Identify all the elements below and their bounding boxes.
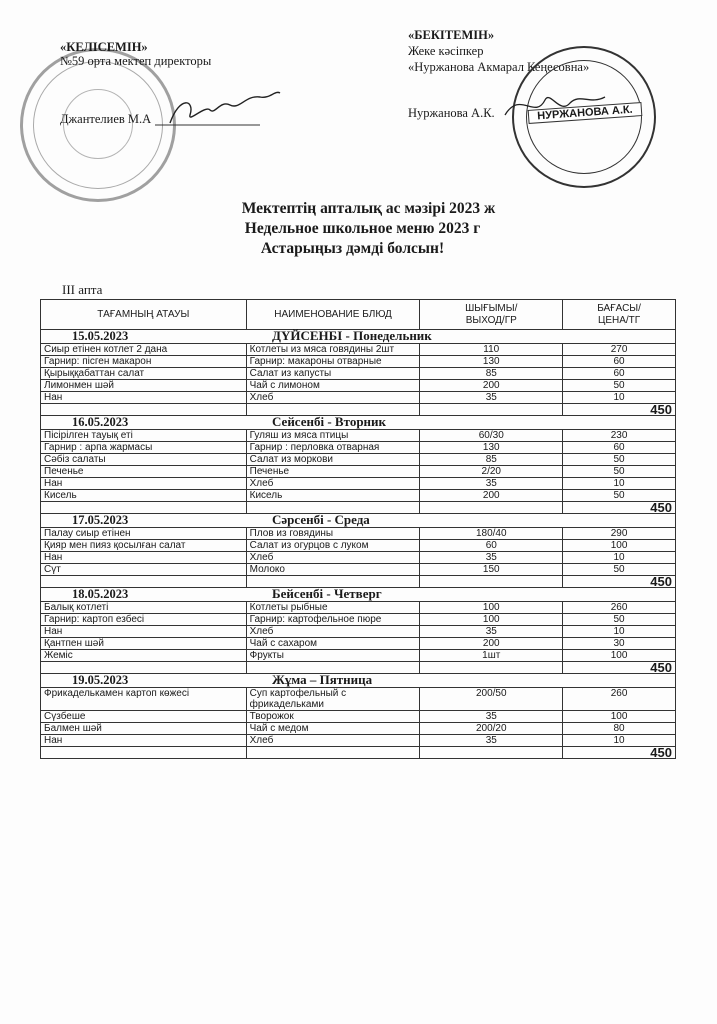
dish-price: 60 [563, 368, 676, 380]
approval-right-company: «Нуржанова Акмарал Кеңесовна» [408, 60, 590, 74]
dish-name-kz: Сәбіз салаты [41, 454, 247, 466]
table-row [41, 735, 676, 747]
day-date: 18.05.2023 [72, 587, 129, 601]
dish-name-ru: Гарнир : перловка отварная [246, 442, 420, 454]
table-row [41, 711, 676, 723]
dish-name-kz: Нан [41, 478, 247, 490]
dish-name-ru: Печенье [246, 466, 420, 478]
dish-weight: 200 [420, 638, 563, 650]
dish-name-ru: Котлеты из мяса говядины 2шт [246, 344, 420, 356]
header-dish-kz: ТАҒАМНЫҢ АТАУЫ [41, 300, 247, 330]
empty-cell [420, 404, 563, 416]
day-name: Сейсенбі - Вторник [272, 414, 387, 429]
dish-name-kz: Гарнир: пісген макарон [41, 356, 247, 368]
approval-right-position: Жеке кәсіпкер [408, 44, 484, 58]
day-header [41, 416, 676, 430]
dish-price: 30 [563, 638, 676, 650]
dish-name-kz: Қияр мен пияз қосылған салат [41, 540, 247, 552]
approval-left-name: Джантелиев М.А [60, 112, 152, 126]
dish-weight: 100 [420, 614, 563, 626]
day-date: 15.05.2023 [72, 329, 129, 343]
dish-name-ru: Гуляш из мяса птицы [246, 430, 420, 442]
table-row [41, 650, 676, 662]
dish-name-ru: Чай с лимоном [246, 380, 420, 392]
table-row [41, 564, 676, 576]
dish-name-ru: Хлеб [246, 392, 420, 404]
dish-weight: 35 [420, 552, 563, 564]
dish-name-ru: Хлеб [246, 478, 420, 490]
dish-name-ru: Гарнир: макароны отварные [246, 356, 420, 368]
dish-name-ru: Творожок [246, 711, 420, 723]
dish-price: 60 [563, 356, 676, 368]
dish-price: 260 [563, 602, 676, 614]
dish-name-kz: Пісірілген тауық еті [41, 430, 247, 442]
dish-price: 100 [563, 540, 676, 552]
dish-name-ru: Салат из огурцов с луком [246, 540, 420, 552]
day-header-row [41, 416, 676, 430]
dish-weight: 1шт [420, 650, 563, 662]
day-header [41, 330, 676, 344]
day-total: 450 [563, 747, 676, 759]
table-row [41, 442, 676, 454]
day-header [41, 674, 676, 688]
dish-name-kz: Қырыққабаттан салат [41, 368, 247, 380]
dish-name-kz: Балмен шәй [41, 723, 247, 735]
dish-name-ru: Гарнир: картофельное пюре [246, 614, 420, 626]
dish-weight: 35 [420, 711, 563, 723]
day-header-row [41, 330, 676, 344]
dish-price: 50 [563, 466, 676, 478]
dish-weight: 35 [420, 478, 563, 490]
approval-right-name: Нуржанова А.К. [408, 106, 495, 120]
header-price: БАҒАСЫ/ ЦЕНА/ТГ [563, 300, 676, 330]
dish-weight: 60 [420, 540, 563, 552]
table-row [41, 614, 676, 626]
header-dish-ru: НАИМЕНОВАНИЕ БЛЮД [246, 300, 420, 330]
dish-price: 50 [563, 380, 676, 392]
day-total: 450 [563, 576, 676, 588]
day-header [41, 588, 676, 602]
dish-name-kz: Сүзбеше [41, 711, 247, 723]
dish-price: 50 [563, 564, 676, 576]
dish-name-ru: Хлеб [246, 552, 420, 564]
dish-price: 60 [563, 442, 676, 454]
dish-price: 50 [563, 490, 676, 502]
table-header-row [41, 300, 676, 330]
dish-name-ru: Котлеты рыбные [246, 602, 420, 614]
empty-cell [41, 404, 247, 416]
dish-name-ru: Салат из моркови [246, 454, 420, 466]
total-row [41, 747, 676, 759]
dish-name-kz: Нан [41, 626, 247, 638]
empty-cell [41, 662, 247, 674]
approval-left-position: №59 орта мектеп директоры [60, 54, 212, 68]
day-header-row [41, 674, 676, 688]
dish-name-ru: Молоко [246, 564, 420, 576]
day-name: ДҮЙСЕНБІ - Понедельник [272, 328, 432, 343]
week-label: III апта [62, 282, 103, 297]
dish-price: 260 [563, 688, 676, 711]
table-row [41, 466, 676, 478]
dish-name-kz: Сүт [41, 564, 247, 576]
empty-cell [420, 662, 563, 674]
table-row [41, 392, 676, 404]
dish-weight: 35 [420, 392, 563, 404]
dish-name-ru: Хлеб [246, 735, 420, 747]
table-row [41, 723, 676, 735]
dish-price: 10 [563, 735, 676, 747]
menu-table [40, 299, 676, 759]
dish-name-ru: Салат из капусты [246, 368, 420, 380]
dish-price: 100 [563, 711, 676, 723]
approval-left-title: «КЕЛІСЕМІН» [60, 40, 148, 54]
table-row [41, 540, 676, 552]
menu-title-ru: Недельное школьное меню 2023 г [244, 220, 481, 237]
dish-price: 100 [563, 650, 676, 662]
dish-name-kz: Қантпен шәй [41, 638, 247, 650]
dish-weight: 200 [420, 490, 563, 502]
empty-cell [41, 747, 247, 759]
table-row [41, 368, 676, 380]
table-row [41, 380, 676, 392]
dish-weight: 2/20 [420, 466, 563, 478]
day-header-row [41, 514, 676, 528]
dish-weight: 85 [420, 368, 563, 380]
empty-cell [41, 502, 247, 514]
approval-right-title: «БЕКІТЕМІН» [408, 28, 495, 42]
dish-weight: 150 [420, 564, 563, 576]
dish-name-kz: Нан [41, 552, 247, 564]
table-row [41, 478, 676, 490]
table-row [41, 602, 676, 614]
day-header-row [41, 588, 676, 602]
dish-name-kz: Кисель [41, 490, 247, 502]
dish-name-ru: Чай с сахаром [246, 638, 420, 650]
day-date: 16.05.2023 [72, 415, 129, 429]
dish-weight: 60/30 [420, 430, 563, 442]
day-total: 450 [563, 662, 676, 674]
dish-price: 290 [563, 528, 676, 540]
day-name: Бейсенбі - Четверг [272, 586, 382, 601]
table-row [41, 626, 676, 638]
dish-name-kz: Лимонмен шәй [41, 380, 247, 392]
dish-name-kz: Фрикаделькамен картоп көжесі [41, 688, 247, 711]
table-row [41, 344, 676, 356]
dish-price: 80 [563, 723, 676, 735]
table-row [41, 688, 676, 711]
dish-weight: 130 [420, 356, 563, 368]
dish-weight: 200/20 [420, 723, 563, 735]
table-row [41, 490, 676, 502]
day-header [41, 514, 676, 528]
dish-weight: 200 [420, 380, 563, 392]
header-weight: ШЫҒЫМЫ/ ВЫХОД/ГР [420, 300, 563, 330]
empty-cell [246, 747, 420, 759]
table-row [41, 552, 676, 564]
dish-name-ru: Хлеб [246, 626, 420, 638]
dish-name-ru: Плов из говядины [246, 528, 420, 540]
dish-name-kz: Нан [41, 392, 247, 404]
table-row [41, 356, 676, 368]
dish-price: 10 [563, 552, 676, 564]
empty-cell [41, 576, 247, 588]
dish-price: 270 [563, 344, 676, 356]
day-total: 450 [563, 502, 676, 514]
dish-price: 10 [563, 626, 676, 638]
dish-name-ru: Кисель [246, 490, 420, 502]
table-row [41, 430, 676, 442]
dish-weight: 200/50 [420, 688, 563, 711]
dish-weight: 110 [420, 344, 563, 356]
dish-weight: 35 [420, 735, 563, 747]
day-date: 17.05.2023 [72, 513, 129, 527]
dish-price: 50 [563, 614, 676, 626]
dish-weight: 180/40 [420, 528, 563, 540]
dish-price: 230 [563, 430, 676, 442]
dish-name-ru: Фрукты [246, 650, 420, 662]
dish-name-ru: Суп картофельный с фрикадельками [246, 688, 420, 711]
table-row [41, 454, 676, 466]
day-total: 450 [563, 404, 676, 416]
table-row [41, 638, 676, 650]
menu-wish: Астарыңыз дәмді болсын! [260, 240, 445, 257]
dish-weight: 85 [420, 454, 563, 466]
dish-name-kz: Балық котлеті [41, 602, 247, 614]
day-name: Сәрсенбі - Среда [272, 512, 370, 527]
menu-title-kz: Мектептің апталық ас мәзірі 2023 ж [241, 200, 496, 217]
stamp-name: НУРЖАНОВА А.К. [528, 102, 643, 124]
dish-name-kz: Гарнир : арпа жармасы [41, 442, 247, 454]
dish-name-kz: Нан [41, 735, 247, 747]
dish-name-ru: Чай с медом [246, 723, 420, 735]
day-name: Жұма – Пятница [272, 672, 373, 687]
dish-weight: 100 [420, 602, 563, 614]
table-row [41, 528, 676, 540]
dish-weight: 35 [420, 626, 563, 638]
empty-cell [420, 747, 563, 759]
dish-name-kz: Гарнир: картоп езбесі [41, 614, 247, 626]
dish-name-kz: Палау сиыр етінен [41, 528, 247, 540]
dish-price: 50 [563, 454, 676, 466]
dish-name-kz: Жеміс [41, 650, 247, 662]
empty-cell [420, 502, 563, 514]
dish-weight: 130 [420, 442, 563, 454]
director-signature [150, 85, 300, 135]
dish-name-kz: Печенье [41, 466, 247, 478]
entrepreneur-signature [500, 85, 610, 125]
dish-price: 10 [563, 478, 676, 490]
empty-cell [420, 576, 563, 588]
dish-price: 10 [563, 392, 676, 404]
day-date: 19.05.2023 [72, 673, 129, 687]
dish-name-kz: Сиыр етінен котлет 2 дана [41, 344, 247, 356]
